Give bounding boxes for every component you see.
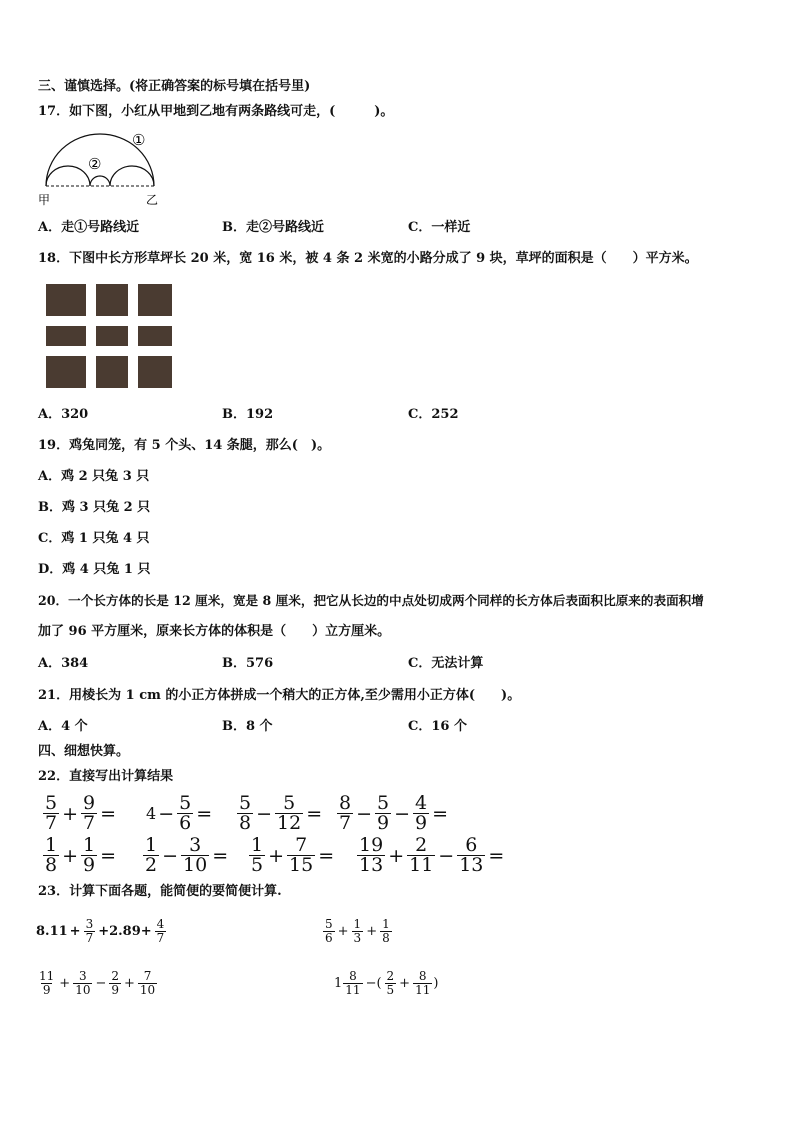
operator: − — [438, 844, 455, 867]
operator: + — [124, 976, 135, 991]
fraction — [249, 836, 265, 875]
denominator: 6 — [325, 931, 333, 945]
q17-option-c[interactable]: C．一样近 — [408, 220, 471, 235]
q19-option-a[interactable]: A．鸡 2 只兔 3 只 — [38, 469, 150, 484]
operator: = — [196, 802, 213, 825]
numerator: 9 — [83, 792, 96, 814]
question-21-stem: 21．用棱长为 1 cm 的小正方体拼成一个稍大的正方体,至少需用小正方体( )。 — [38, 688, 521, 703]
denominator: 7 — [45, 812, 58, 834]
operator: + — [337, 924, 349, 939]
denominator: 10 — [75, 983, 91, 997]
denominator: 13 — [459, 854, 484, 876]
q19-option-d[interactable]: D．鸡 4 只兔 1 只 — [38, 562, 151, 577]
numerator: 4 — [156, 917, 165, 931]
fraction — [43, 794, 59, 833]
numerator: 8 — [418, 969, 427, 983]
end-point-label: 乙 — [146, 193, 159, 207]
denominator: 9 — [111, 983, 120, 997]
fraction — [413, 970, 432, 997]
q23-problem-3[interactable] — [36, 970, 158, 997]
numerator: 8 — [339, 792, 352, 814]
section-heading-choice: 三、谨慎选择。(将正确答案的标号填在括号里) — [38, 79, 311, 94]
question-22-stem: 22．直接写出计算结果 — [38, 769, 174, 784]
fraction — [385, 970, 397, 997]
numerator: 1 — [382, 917, 390, 931]
fraction — [357, 836, 385, 875]
operator: − — [256, 802, 273, 825]
fraction — [155, 918, 167, 945]
route-2-arc-mid — [90, 176, 110, 186]
operator: + — [399, 976, 411, 991]
numerator: 7 — [143, 969, 152, 983]
denominator: 5 — [251, 854, 264, 876]
denominator: 7 — [339, 812, 352, 834]
route-2-label: ② — [88, 155, 102, 173]
numerator: 5 — [283, 792, 296, 814]
fraction — [287, 836, 315, 875]
path-vertical-2 — [128, 284, 138, 388]
numerator: 5 — [239, 792, 252, 814]
question-20-line-2: 加了 96 平方厘米，原来长方体的体积是（ ）立方厘米。 — [38, 624, 391, 639]
operator: + — [366, 924, 378, 939]
q21-option-c[interactable]: C．16 个 — [408, 719, 467, 734]
start-point-label: 甲 — [38, 193, 51, 207]
numerator: 1 — [251, 834, 264, 856]
fraction — [407, 836, 435, 875]
q20-option-b[interactable]: B．576 — [222, 656, 274, 671]
denominator: 8 — [239, 812, 252, 834]
fraction — [143, 836, 159, 875]
q22-expr-r2-3[interactable] — [248, 836, 336, 875]
numerator: 2 — [415, 834, 428, 856]
fraction — [337, 794, 353, 833]
numerator: 2 — [386, 969, 395, 983]
operator: − — [95, 976, 107, 991]
operator: + — [59, 976, 71, 991]
q22-expr-r1-1[interactable] — [42, 794, 118, 833]
numerator: 4 — [415, 792, 428, 814]
q23-problem-2[interactable] — [322, 918, 393, 945]
operator: = — [488, 844, 505, 867]
numerator: 19 — [359, 834, 384, 856]
numerator: 5 — [45, 792, 58, 814]
operator: + — [69, 924, 81, 939]
numerator: 1 — [83, 834, 96, 856]
q22-expr-r1-3[interactable] — [236, 794, 324, 833]
denominator: 12 — [277, 812, 302, 834]
denominator: 7 — [156, 931, 165, 945]
fraction — [84, 918, 96, 945]
denominator: 11 — [409, 854, 434, 876]
path-vertical-1 — [86, 284, 96, 388]
q18-option-b[interactable]: B．192 — [222, 407, 274, 422]
denominator: 7 — [85, 931, 94, 945]
numerator: 8 — [349, 969, 357, 983]
denominator: 8 — [382, 931, 390, 945]
operator: = — [318, 844, 335, 867]
denominator: 10 — [139, 983, 156, 997]
question-23-stem: 23．计算下面各题，能简便的要简便计算. — [38, 884, 282, 899]
q23-problem-4[interactable]: 1 $\frac{8}{11}$ −( $\frac{2}{5}$ + $\frac{8}{11}$ ) — [334, 969, 439, 997]
q19-option-c[interactable]: C．鸡 1 只兔 4 只 — [38, 531, 150, 546]
q22-expr-r2-4[interactable] — [356, 836, 506, 875]
denominator: 2 — [145, 854, 158, 876]
fraction — [177, 794, 193, 833]
operator: −( — [365, 976, 382, 991]
numerator: 5 — [377, 792, 390, 814]
numerator: 3 — [85, 917, 94, 931]
fraction — [413, 794, 429, 833]
q22-expr-r2-2[interactable] — [142, 836, 230, 875]
operator: − — [158, 802, 175, 825]
q22-expr-r1-2[interactable]: 4 − $\frac{5}{6}$ = — [146, 792, 213, 834]
operator: − — [356, 802, 373, 825]
denominator: 9 — [83, 854, 96, 876]
fraction — [73, 970, 92, 997]
denominator: 7 — [83, 812, 96, 834]
operator: = — [100, 844, 117, 867]
operator: +2.89+ — [98, 924, 152, 939]
q19-option-b[interactable]: B．鸡 3 只兔 2 只 — [38, 500, 151, 515]
route-2-arc-right — [110, 166, 154, 186]
denominator: 9 — [415, 812, 428, 834]
fraction — [237, 794, 253, 833]
denominator: 9 — [377, 812, 390, 834]
path-horizontal-2 — [46, 346, 172, 356]
numerator: 5 — [179, 792, 192, 814]
numerator: 2 — [111, 969, 120, 983]
denominator: 10 — [183, 854, 208, 876]
denominator: 11 — [415, 983, 431, 997]
numerator: 1 — [45, 834, 58, 856]
q17-option-a[interactable]: A．走①号路线近 — [38, 220, 140, 235]
lawn-grid-figure — [46, 284, 172, 388]
route-1-label: ① — [132, 131, 146, 149]
q22-expr-r1-4[interactable] — [336, 794, 450, 833]
numerator: 5 — [325, 917, 333, 931]
fraction — [43, 836, 59, 875]
operator: + — [388, 844, 405, 867]
denominator: 8 — [45, 854, 58, 876]
operator: = — [100, 802, 117, 825]
fraction — [343, 970, 362, 997]
q20-option-a[interactable]: A．384 — [38, 656, 89, 671]
fraction — [81, 794, 97, 833]
numerator: 1 — [145, 834, 158, 856]
numerator: 1 — [353, 917, 362, 931]
fraction — [109, 970, 121, 997]
question-19-stem: 19．鸡兔同笼，有 5 个头、14 条腿，那么( )。 — [38, 438, 331, 453]
denominator: 13 — [359, 854, 384, 876]
fraction — [275, 794, 303, 833]
q22-expr-r2-1[interactable] — [42, 836, 118, 875]
denominator: 9 — [42, 983, 51, 997]
operator: = — [212, 844, 229, 867]
operator: = — [432, 802, 449, 825]
fraction — [380, 918, 392, 945]
operator: − — [162, 844, 179, 867]
q20-option-c[interactable]: C．无法计算 — [408, 656, 484, 671]
numerator: 7 — [295, 834, 308, 856]
numerator: 3 — [79, 969, 87, 983]
question-20-line-1: 20．一个长方体的长是 12 厘米，宽是 8 厘米，把它从长边的中点处切成两个同样的长方体后表面积比原来的表面积增 — [38, 593, 704, 608]
question-17-stem: 17．如下图，小红从甲地到乙地有两条路线可走，( )。 — [38, 104, 394, 119]
operator: − — [394, 802, 411, 825]
fraction — [81, 836, 97, 875]
denominator: 6 — [179, 812, 192, 834]
section-heading-calc: 四、细想快算。 — [38, 744, 130, 759]
denominator: 11 — [345, 983, 361, 997]
route-2-arc-left — [46, 166, 90, 186]
numerator: 3 — [189, 834, 202, 856]
q23-problem-1[interactable]: 8.11 + $\frac{3}{7}$ +2.89+ $\frac{4}{7}$ — [36, 917, 165, 945]
q17-option-b[interactable]: B．走②号路线近 — [222, 220, 324, 235]
q18-option-a[interactable]: A．320 — [38, 407, 89, 422]
question-18-stem: 18．下图中长方形草坪长 20 米，宽 16 米，被 4 条 2 米宽的小路分成了 9 块，草坪的面积是（ ）平方米。 — [38, 251, 698, 266]
operator: + — [62, 844, 79, 867]
fraction — [352, 918, 364, 945]
q18-option-c[interactable]: C．252 — [408, 407, 459, 422]
path-horizontal-1 — [46, 316, 172, 326]
fraction — [37, 970, 56, 997]
denominator: 15 — [289, 854, 314, 876]
numerator: 11 — [39, 969, 55, 983]
denominator: 5 — [386, 983, 395, 997]
fraction — [323, 918, 335, 945]
numerator: 6 — [465, 834, 478, 856]
route-diagram — [36, 128, 162, 210]
operator: = — [306, 802, 323, 825]
denominator: 3 — [353, 931, 362, 945]
fraction — [375, 794, 391, 833]
operator: + — [62, 802, 79, 825]
q21-option-a[interactable]: A．4 个 — [38, 719, 88, 734]
operator: + — [268, 844, 285, 867]
q21-option-b[interactable]: B．8 个 — [222, 719, 273, 734]
fraction — [138, 970, 157, 997]
fraction — [457, 836, 485, 875]
fraction — [181, 836, 209, 875]
